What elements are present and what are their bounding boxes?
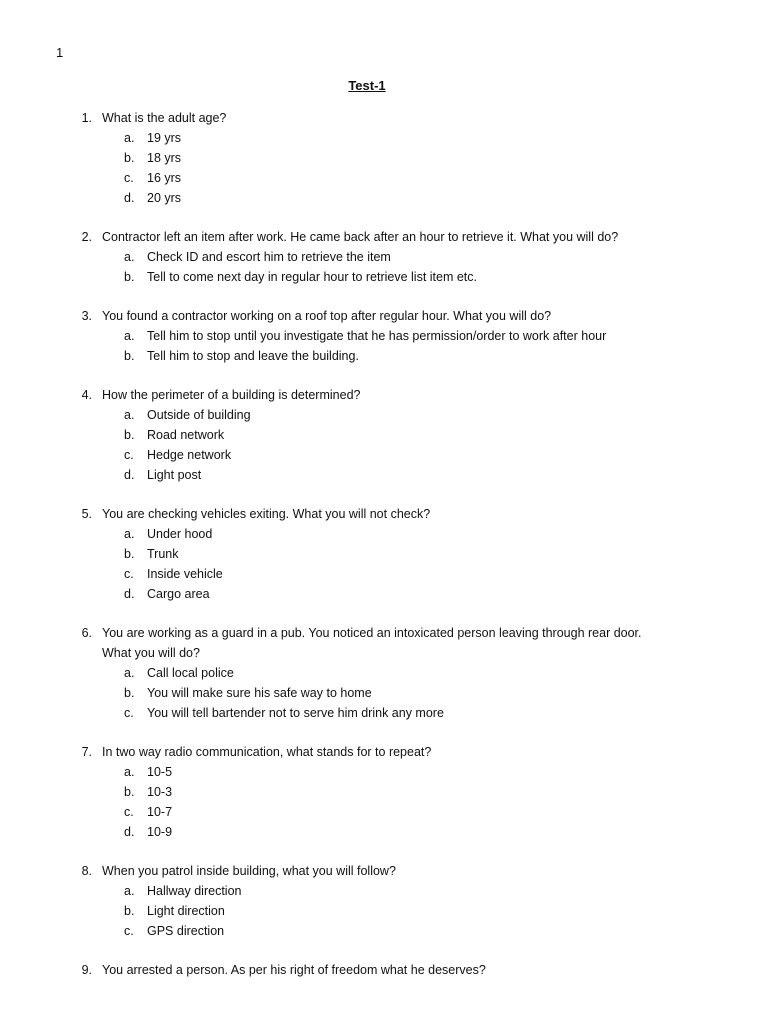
option-letter: c. xyxy=(124,924,134,938)
answer-option xyxy=(0,168,768,188)
question-number: 4. xyxy=(81,388,92,402)
question-row xyxy=(0,861,768,881)
question-row xyxy=(0,108,768,128)
answer-option xyxy=(0,148,768,168)
option-text: 10-7 xyxy=(147,805,173,819)
answer-option xyxy=(0,881,768,901)
option-text: Tell him to stop until you investigate that he has permission/order to work after hour xyxy=(147,329,607,343)
option-text: GPS direction xyxy=(147,924,225,938)
option-letter: a. xyxy=(124,329,135,343)
question-number: 9. xyxy=(81,963,92,977)
option-text: You will make sure his safe way to home xyxy=(147,686,372,700)
question-item xyxy=(0,623,768,723)
option-text: Cargo area xyxy=(147,587,210,601)
option-letter: c. xyxy=(124,706,134,720)
question-continuation xyxy=(0,643,768,663)
option-letter: c. xyxy=(124,805,134,819)
question-item xyxy=(0,227,768,287)
question-text: You are checking vehicles exiting. What you will not check? xyxy=(102,507,431,521)
option-letter: a. xyxy=(124,408,135,422)
answer-option xyxy=(0,683,768,703)
answer-option xyxy=(0,247,768,267)
answer-option xyxy=(0,188,768,208)
question-text: You are working as a guard in a pub. You noticed an intoxicated person leaving through rear door. xyxy=(102,626,642,640)
option-text: Outside of building xyxy=(147,408,251,422)
answer-option xyxy=(0,703,768,723)
answer-option xyxy=(0,405,768,425)
option-text: Hedge network xyxy=(147,448,232,462)
option-letter: b. xyxy=(124,151,135,165)
option-text: Hallway direction xyxy=(147,884,242,898)
option-letter: b. xyxy=(124,349,135,363)
answer-option xyxy=(0,425,768,445)
answer-option xyxy=(0,822,768,842)
answer-option xyxy=(0,802,768,822)
option-text: Light direction xyxy=(147,904,225,918)
option-text: Check ID and escort him to retrieve the item xyxy=(147,250,391,264)
question-row xyxy=(0,623,768,643)
option-text: Inside vehicle xyxy=(147,567,223,581)
question-text: When you patrol inside building, what you will follow? xyxy=(102,864,396,878)
question-number: 1. xyxy=(81,111,92,125)
option-letter: a. xyxy=(124,666,135,680)
answer-option xyxy=(0,564,768,584)
question-item xyxy=(0,504,768,604)
option-text: Trunk xyxy=(147,547,179,561)
option-letter: a. xyxy=(124,527,135,541)
answer-option xyxy=(0,901,768,921)
answer-option xyxy=(0,128,768,148)
question-text: You arrested a person. As per his right of freedom what he deserves? xyxy=(102,963,486,977)
question-text: In two way radio communication, what stands for to repeat? xyxy=(102,745,432,759)
option-letter: b. xyxy=(124,686,135,700)
option-text: 19 yrs xyxy=(147,131,182,145)
option-letter: a. xyxy=(124,884,135,898)
answer-option xyxy=(0,544,768,564)
page-title: Test-1 xyxy=(348,78,386,93)
question-text: Contractor left an item after work. He came back after an hour to retrieve it. What you will do? xyxy=(102,230,619,244)
question-number: 6. xyxy=(81,626,92,640)
option-text: Tell to come next day in regular hour to retrieve list item etc. xyxy=(147,270,478,284)
option-text: You will tell bartender not to serve him drink any more xyxy=(147,706,444,720)
question-text: What is the adult age? xyxy=(102,111,227,125)
question-number: 3. xyxy=(81,309,92,323)
option-text: 20 yrs xyxy=(147,191,182,205)
option-letter: d. xyxy=(124,587,135,601)
option-letter: b. xyxy=(124,428,135,442)
option-text: 10-5 xyxy=(147,765,173,779)
option-letter: d. xyxy=(124,825,135,839)
question-row xyxy=(0,385,768,405)
option-letter: b. xyxy=(124,785,135,799)
question-row xyxy=(0,504,768,524)
option-letter: c. xyxy=(124,567,134,581)
question-item xyxy=(0,385,768,485)
option-letter: d. xyxy=(124,468,135,482)
question-text: How the perimeter of a building is determined? xyxy=(102,388,361,402)
answer-option xyxy=(0,782,768,802)
option-text: Call local police xyxy=(147,666,234,680)
question-item xyxy=(0,108,768,208)
option-text: 16 yrs xyxy=(147,171,182,185)
option-letter: b. xyxy=(124,904,135,918)
question-list xyxy=(0,108,768,999)
option-letter: d. xyxy=(124,191,135,205)
question-row xyxy=(0,960,768,980)
answer-option xyxy=(0,584,768,604)
option-letter: b. xyxy=(124,547,135,561)
question-row xyxy=(0,227,768,247)
answer-option xyxy=(0,267,768,287)
option-letter: c. xyxy=(124,171,134,185)
option-text: 18 yrs xyxy=(147,151,182,165)
answer-option xyxy=(0,921,768,941)
answer-option xyxy=(0,663,768,683)
option-text: Road network xyxy=(147,428,225,442)
option-letter: c. xyxy=(124,448,134,462)
answer-option xyxy=(0,465,768,485)
option-letter: a. xyxy=(124,765,135,779)
option-text: 10-3 xyxy=(147,785,173,799)
question-number: 5. xyxy=(81,507,92,521)
option-letter: a. xyxy=(124,131,135,145)
answer-option xyxy=(0,445,768,465)
question-item xyxy=(0,306,768,366)
option-text: Under hood xyxy=(147,527,213,541)
option-text: 10-9 xyxy=(147,825,173,839)
answer-option xyxy=(0,326,768,346)
question-number: 7. xyxy=(81,745,92,759)
option-letter: b. xyxy=(124,270,135,284)
question-item xyxy=(0,861,768,941)
page-number: 1 xyxy=(56,45,64,60)
question-text: You found a contractor working on a roof top after regular hour. What you will do? xyxy=(102,309,552,323)
option-letter: a. xyxy=(124,250,135,264)
question-text: What you will do? xyxy=(102,646,200,660)
answer-option xyxy=(0,762,768,782)
option-text: Light post xyxy=(147,468,202,482)
question-row xyxy=(0,306,768,326)
option-text: Tell him to stop and leave the building. xyxy=(147,349,359,363)
answer-option xyxy=(0,524,768,544)
answer-option xyxy=(0,346,768,366)
question-item xyxy=(0,742,768,842)
question-item xyxy=(0,960,768,980)
question-number: 8. xyxy=(81,864,92,878)
question-row xyxy=(0,742,768,762)
question-number: 2. xyxy=(81,230,92,244)
